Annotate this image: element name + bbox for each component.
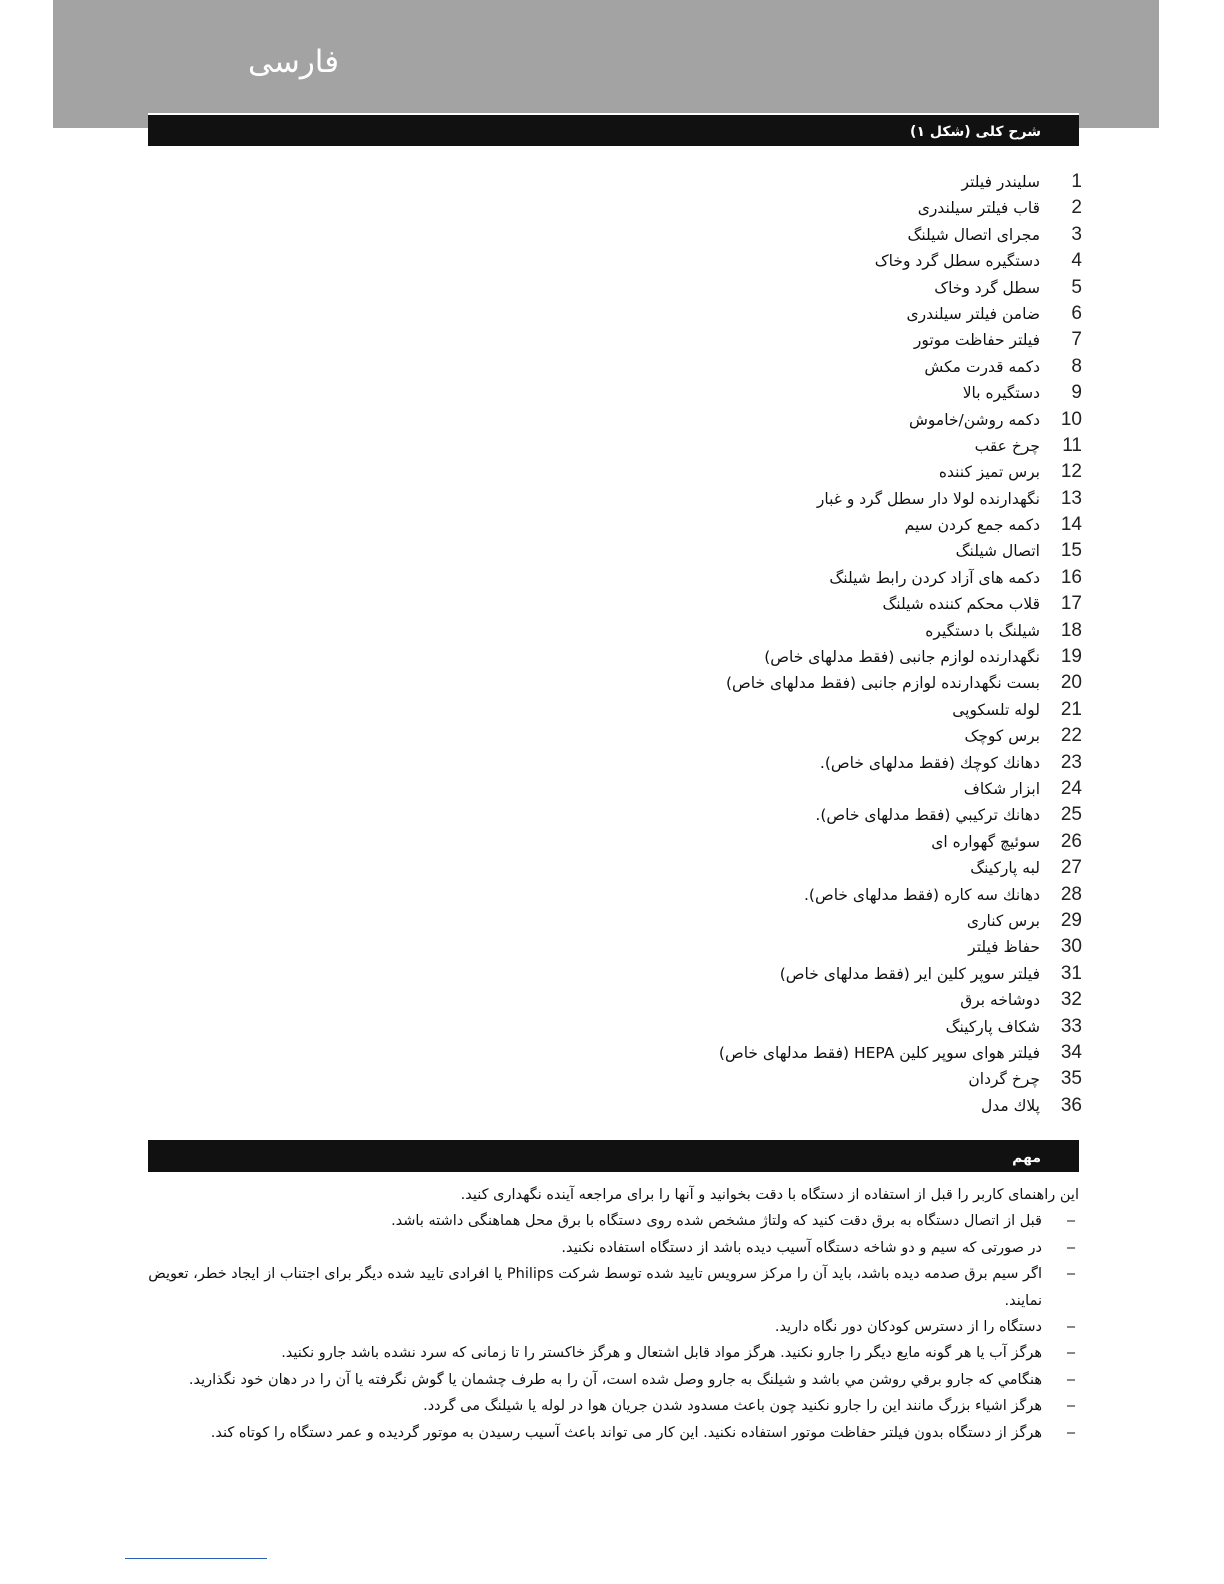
part-label: دهانك كوچك (فقط مدلهای خاص). <box>819 753 1040 772</box>
part-label: سوئیچ گهواره ای <box>931 832 1040 851</box>
part-item <box>562 722 1082 748</box>
part-label: دهانك سه کاره (فقط مدلهای خاص). <box>803 885 1040 904</box>
part-label: برس کناری <box>966 911 1040 930</box>
part-number: 34 <box>1060 1041 1082 1063</box>
part-item <box>562 1013 1082 1039</box>
part-item <box>562 1092 1082 1118</box>
part-label: شیلنگ با دستگیره <box>925 621 1040 640</box>
part-number: 11 <box>1062 434 1082 456</box>
part-label: فیلتر هوای سوپر کلین HEPA (فقط مدلهای خاص) <box>718 1043 1040 1062</box>
part-number: 26 <box>1060 830 1082 852</box>
part-item <box>562 511 1082 537</box>
part-number: 29 <box>1060 909 1082 931</box>
warning-text: دستگاه را از دسترس کودکان دور نگاه دارید. <box>774 1319 1042 1336</box>
part-number: 14 <box>1060 514 1082 536</box>
part-label: پلاك مدل <box>981 1096 1040 1115</box>
part-label: دستگیره سطل گرد وخاک <box>874 252 1040 271</box>
part-label: حفاظ فیلتر <box>968 938 1040 957</box>
part-item <box>562 881 1082 907</box>
part-item <box>562 458 1082 484</box>
part-item <box>562 828 1082 854</box>
part-number: 18 <box>1060 619 1082 641</box>
part-number: 6 <box>1071 302 1082 324</box>
part-number: 20 <box>1060 672 1082 694</box>
part-label: ضامن فیلتر سیلندری <box>906 304 1040 323</box>
part-number: 7 <box>1071 329 1082 351</box>
part-number: 13 <box>1060 487 1082 509</box>
part-item <box>562 1065 1082 1091</box>
part-item <box>562 194 1082 220</box>
part-number: 15 <box>1060 540 1082 562</box>
part-item <box>562 854 1082 880</box>
part-item <box>562 432 1082 458</box>
part-label: دکمه قدرت مکش <box>924 357 1040 376</box>
part-number: 30 <box>1060 936 1082 958</box>
part-item <box>562 617 1082 643</box>
part-number: 4 <box>1071 250 1082 272</box>
part-number: 31 <box>1060 962 1082 984</box>
warning-item <box>145 1340 1079 1366</box>
part-item <box>562 353 1082 379</box>
part-label: نگهدارنده لولا دار سطل گرد و غبار <box>816 489 1040 508</box>
part-item <box>562 907 1082 933</box>
warning-item <box>145 1367 1079 1393</box>
part-label: برس کوچک <box>964 727 1040 746</box>
part-label: دوشاخه برق <box>960 991 1040 1010</box>
dash-bullet: – <box>1066 1266 1076 1283</box>
part-item <box>562 564 1082 590</box>
section-heading-overview: شرح کلی (شکل ۱) <box>148 113 1079 146</box>
part-number: 27 <box>1060 857 1082 879</box>
warning-item <box>145 1208 1079 1234</box>
part-item <box>562 775 1082 801</box>
warning-item <box>145 1314 1079 1340</box>
part-number: 21 <box>1060 698 1082 720</box>
warning-text: اگر سیم برق صدمه دیده باشد، باید آن را مرکز سرویس تایید شده توسط شرکت Philips یا افرادی تایید شده دیگر برای اجتناب از ایجاد خطر، تعویض نمایند. <box>148 1266 1042 1309</box>
warning-text: قبل از اتصال دستگاه به برق دقت کنید که ولتاژ مشخص شده روی دستگاه با برق محل هماهنگی داشته باشد. <box>391 1213 1042 1230</box>
part-item <box>562 1039 1082 1065</box>
part-label: دکمه جمع کردن سیم <box>904 516 1040 535</box>
part-label: سلیندر فیلتر <box>961 173 1040 191</box>
part-number: 5 <box>1071 276 1082 298</box>
part-item <box>562 749 1082 775</box>
part-number: 33 <box>1060 1015 1082 1037</box>
part-label: سطل گرد وخاک <box>934 278 1040 297</box>
part-label: دهانك تركيبي (فقط مدلهای خاص). <box>815 806 1040 825</box>
part-item <box>562 960 1082 986</box>
footer-rule <box>125 1558 267 1559</box>
part-number: 3 <box>1071 223 1082 245</box>
part-label: لبه پارکینگ <box>970 859 1040 878</box>
part-number: 36 <box>1060 1094 1082 1116</box>
warning-text: هرگز از دستگاه بدون فیلتر حفاظت موتور استفاده نکنید. این کار می تواند باعث آسیب رسیدن به موتور گردیده و عمر دستگاه را کوتاه کند. <box>210 1424 1042 1441</box>
part-number: 28 <box>1060 883 1082 905</box>
part-item <box>562 590 1082 616</box>
part-item <box>562 247 1082 273</box>
part-label: اتصال شیلنگ <box>955 542 1040 561</box>
dash-bullet: – <box>1066 1424 1076 1441</box>
part-number: 35 <box>1060 1068 1082 1090</box>
important-section <box>145 1182 1079 1446</box>
warning-text: هنگامي كه جارو برقي روشن مي باشد و شيلنگ به جارو وصل شده است، آن را به طرف چشمان یا گوش نگرفته یا آن را در دهان خود نگذارید. <box>188 1371 1042 1388</box>
part-label: ابزار شکاف <box>963 779 1040 798</box>
part-label: دستگیره بالا <box>962 384 1040 403</box>
part-item <box>562 537 1082 563</box>
part-label: چرخ عقب <box>974 436 1040 455</box>
part-number: 19 <box>1060 646 1082 668</box>
part-number: 16 <box>1060 566 1082 588</box>
dash-bullet: – <box>1066 1371 1076 1388</box>
dash-bullet: – <box>1066 1398 1076 1415</box>
part-number: 17 <box>1060 593 1082 615</box>
header-band <box>53 0 1159 128</box>
part-item <box>562 696 1082 722</box>
dash-bullet: – <box>1066 1319 1076 1336</box>
part-item <box>562 221 1082 247</box>
part-number: 24 <box>1060 777 1082 799</box>
part-label: دکمه روشن/خاموش <box>909 410 1040 429</box>
part-number: 32 <box>1060 989 1082 1011</box>
part-label: شکاف پارکینگ <box>945 1017 1040 1036</box>
part-item <box>562 801 1082 827</box>
part-item <box>562 274 1082 300</box>
dash-bullet: – <box>1066 1213 1076 1230</box>
part-item <box>562 406 1082 432</box>
part-number: 2 <box>1071 197 1082 219</box>
part-label: چرخ گردان <box>968 1070 1040 1089</box>
part-number: 22 <box>1060 725 1082 747</box>
part-item <box>562 379 1082 405</box>
part-label: نگهدارنده لوازم جانبی (فقط مدلهای خاص) <box>764 648 1040 667</box>
part-number: 12 <box>1060 461 1082 483</box>
section-heading-important: مهم <box>148 1140 1079 1172</box>
part-item <box>562 986 1082 1012</box>
part-item <box>562 326 1082 352</box>
warning-item <box>145 1261 1079 1314</box>
part-label: دکمه های آزاد کردن رابط شیلنگ <box>829 568 1040 587</box>
part-number: 25 <box>1060 804 1082 826</box>
part-label: لوله تلسکوپی <box>952 700 1040 719</box>
part-item <box>562 669 1082 695</box>
warning-text: هرگز اشیاء بزرگ مانند این را جارو نکنید چون باعث مسدود شدن جریان هوا در لوله یا شیلنگ می گردد. <box>423 1398 1042 1415</box>
part-number: 1 <box>1071 171 1082 192</box>
warning-list <box>145 1208 1079 1446</box>
language-title: فارسی <box>248 44 340 80</box>
warning-text: در صورتی که سیم و دو شاخه دستگاه آسیب دیده باشد از دستگاه استفاده نکنید. <box>561 1239 1042 1256</box>
part-number: 8 <box>1071 355 1082 377</box>
dash-bullet: – <box>1066 1345 1076 1362</box>
part-item <box>562 485 1082 511</box>
part-label: قلاب محکم کننده شیلنگ <box>882 595 1040 614</box>
important-intro: این راهنمای کاربر را قبل از استفاده از دستگاه با دقت بخوانید و آنها را برای مراجعه آینده نگهداری کنید. <box>460 1187 1079 1203</box>
part-label: برس تمیز کننده <box>938 463 1040 482</box>
part-number: 23 <box>1060 751 1082 773</box>
part-label: قاب فیلتر سیلندری <box>917 199 1040 218</box>
part-item <box>562 933 1082 959</box>
warning-item <box>145 1420 1079 1446</box>
part-label: مجرای اتصال شیلنگ <box>907 225 1040 244</box>
part-label: فیلتر سوپر کلین ایر (فقط مدلهای خاص) <box>779 964 1040 983</box>
warning-text: هرگز آب یا هر گونه مایع دیگر را جارو نکنید. هرگز مواد قابل اشتعال و هرگز خاکستر را تا زمانی که سرد نشده باشد جارو نکنید. <box>281 1345 1042 1362</box>
part-label: فیلتر حفاظت موتور <box>913 331 1040 350</box>
dash-bullet: – <box>1066 1239 1076 1256</box>
part-item <box>562 643 1082 669</box>
part-number: 10 <box>1060 408 1082 430</box>
part-number: 9 <box>1071 382 1082 404</box>
warning-item <box>145 1235 1079 1261</box>
parts-list <box>562 168 1082 1118</box>
part-label: بست نگهدارنده لوازم جانبی (فقط مدلهای خاص) <box>725 674 1040 693</box>
part-item <box>562 168 1082 194</box>
part-item <box>562 300 1082 326</box>
warning-item <box>145 1393 1079 1419</box>
